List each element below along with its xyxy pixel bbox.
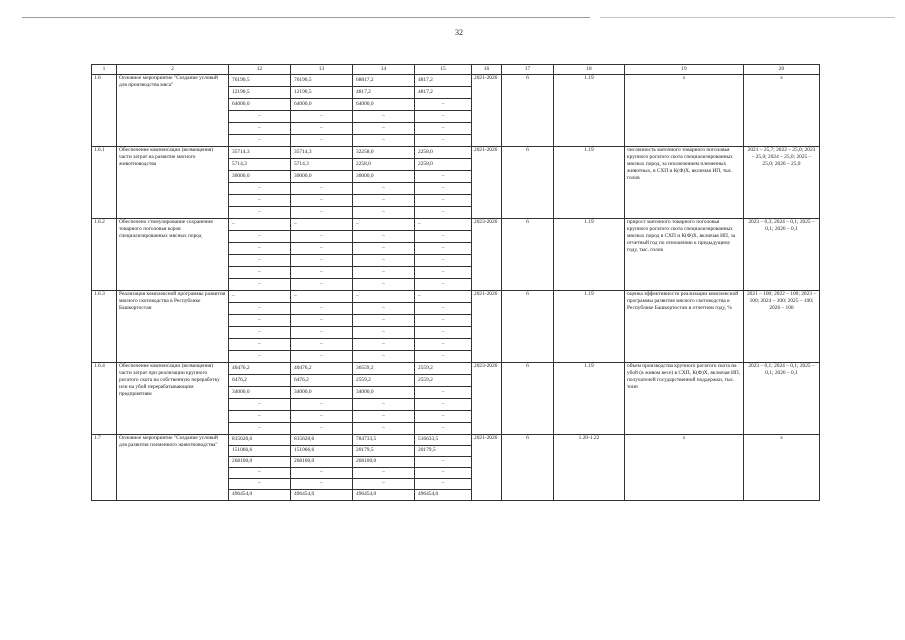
amount-cell: 36559,2 (353, 363, 415, 375)
amount-cell: – (291, 468, 353, 479)
amount-cell: 6476,2 (229, 375, 291, 387)
amount-cell: 268100,0 (353, 457, 415, 468)
amount-cell: – (415, 99, 472, 111)
indicator-cell: х (625, 435, 744, 501)
target-cell: 2021 – 100; 2022 – 100; 2023 – 100; 2024 – 100; 2025 – 100; 2026 – 100 (744, 291, 820, 363)
amount-cell: 40476,2 (291, 363, 353, 375)
row-code: 1.6.2 (92, 219, 117, 291)
amount-cell: – (415, 231, 472, 243)
row-code: 1.6.1 (92, 147, 117, 219)
amount-cell: – (415, 387, 472, 399)
amount-cell: 6476,2 (291, 375, 353, 387)
col18-cell: 1.19 (554, 219, 625, 291)
amount-cell: 30000,0 (229, 171, 291, 183)
amount-cell: – (229, 183, 291, 195)
amount-cell: – (353, 243, 415, 255)
amount-cell: – (415, 339, 472, 351)
amount-cell: – (229, 468, 291, 479)
amount-cell: – (291, 123, 353, 135)
amount-cell: – (291, 279, 353, 291)
amount-cell: – (229, 243, 291, 255)
years-cell: 2021-2026 (472, 291, 502, 363)
amount-cell: 2559,2 (415, 375, 472, 387)
years-cell: 2023-2026 (472, 363, 502, 435)
amount-cell: – (353, 231, 415, 243)
amount-cell: – (415, 267, 472, 279)
amount-cell: – (229, 479, 291, 490)
amount-cell: 34000,0 (291, 387, 353, 399)
target-cell: х (744, 75, 820, 147)
indicator-cell: численность маточного товарного поголовья крупного рогатого скота специализированных мясных пород, за исключением племенных животных, в СХП и К(Ф)Х, включая ИП, тыс. голов (625, 147, 744, 219)
amount-cell: 5714,3 (229, 159, 291, 171)
amount-cell: 815620,6 (229, 435, 291, 446)
amount-cell: – (353, 315, 415, 327)
amount-cell: – (415, 457, 472, 468)
amount-cell: – (229, 111, 291, 123)
amount-cell: 2258,0 (353, 159, 415, 171)
amount-cell: – (415, 243, 472, 255)
amount-cell: – (291, 219, 353, 231)
indicator-cell: прирост маточного товарного поголовья крупного рогатого скота специализированных мясных пород в СХП и К(Ф)Х, включая ИП, за отчетный год по отношению к предыдущему году, тыс. голов (625, 219, 744, 291)
amount-cell: 784733,5 (353, 435, 415, 446)
header-cell: 19 (625, 65, 744, 75)
header-cell: 15 (415, 65, 472, 75)
amount-cell: – (229, 303, 291, 315)
amount-cell: – (229, 351, 291, 363)
amount-cell: 2559,2 (353, 375, 415, 387)
amount-cell: – (291, 411, 353, 423)
amount-cell: – (415, 399, 472, 411)
amount-cell: – (229, 123, 291, 135)
col18-cell: 1.19 (554, 75, 625, 147)
amount-cell: – (291, 327, 353, 339)
amount-cell: 4817,2 (415, 75, 472, 87)
amount-cell: – (291, 423, 353, 435)
amount-cell: 516633,5 (415, 435, 472, 446)
amount-cell: – (353, 351, 415, 363)
table-row (92, 435, 820, 446)
row-name: Реализация комплексной программы развития мясного скотоводства в Республике Башкортостан (117, 291, 229, 363)
amount-cell: 268100,0 (291, 457, 353, 468)
row-code: 1.6 (92, 75, 117, 147)
amount-cell: – (353, 183, 415, 195)
amount-cell: – (353, 219, 415, 231)
amount-cell: – (353, 339, 415, 351)
amount-cell: 2559,2 (415, 363, 472, 375)
amount-cell: – (353, 291, 415, 303)
amount-cell: 40476,2 (229, 363, 291, 375)
amount-cell: 30000,0 (353, 171, 415, 183)
amount-cell: – (353, 111, 415, 123)
indicator-cell: х (625, 75, 744, 147)
header-cell: 13 (291, 65, 353, 75)
amount-cell: – (229, 219, 291, 231)
amount-cell: – (415, 411, 472, 423)
amount-cell: 68817,2 (353, 75, 415, 87)
amount-cell: 815620,6 (291, 435, 353, 446)
amount-cell: – (229, 339, 291, 351)
header-cell: 1 (92, 65, 117, 75)
amount-cell: – (291, 207, 353, 219)
amount-cell: – (353, 195, 415, 207)
amount-cell: – (415, 468, 472, 479)
col17-cell: 6 (502, 435, 554, 501)
amount-cell: – (291, 135, 353, 147)
amount-cell: 496454,0 (353, 490, 415, 501)
amount-cell: – (291, 255, 353, 267)
amount-cell: 4817,2 (353, 87, 415, 99)
amount-cell: 2258,0 (415, 147, 472, 159)
amount-cell: 20179,5 (353, 446, 415, 457)
header-cell: 18 (554, 65, 625, 75)
amount-cell: – (229, 291, 291, 303)
amount-cell: – (415, 135, 472, 147)
col18-cell: 1.20-1.22 (554, 435, 625, 501)
amount-cell: 64000,0 (229, 99, 291, 111)
amount-cell: – (229, 423, 291, 435)
amount-cell: 5714,3 (291, 159, 353, 171)
amount-cell: – (229, 135, 291, 147)
amount-cell: 34000,0 (229, 387, 291, 399)
top-rule-right (600, 17, 895, 18)
col18-cell: 1.19 (554, 291, 625, 363)
table-row (92, 75, 820, 87)
amount-cell: – (291, 195, 353, 207)
col17-cell: 6 (502, 147, 554, 219)
amount-cell: – (415, 327, 472, 339)
amount-cell: 20179,5 (415, 446, 472, 457)
amount-cell: 268100,0 (229, 457, 291, 468)
col17-cell: 6 (502, 219, 554, 291)
page-number: 32 (455, 28, 463, 37)
amount-cell: – (291, 243, 353, 255)
amount-cell: – (229, 267, 291, 279)
amount-cell: – (415, 171, 472, 183)
row-code: 1.6.3 (92, 291, 117, 363)
amount-cell: – (291, 183, 353, 195)
col18-cell: 1.19 (554, 147, 625, 219)
amount-cell: 12190,5 (291, 87, 353, 99)
header-cell: 20 (744, 65, 820, 75)
amount-cell: – (353, 468, 415, 479)
amount-cell: – (291, 111, 353, 123)
amount-cell: – (353, 411, 415, 423)
amount-cell: – (229, 195, 291, 207)
amount-cell: – (229, 315, 291, 327)
amount-cell: 35714,3 (291, 147, 353, 159)
amount-cell: – (229, 231, 291, 243)
amount-cell: – (415, 423, 472, 435)
years-cell: 2021-2026 (472, 147, 502, 219)
amount-cell: – (415, 303, 472, 315)
amount-cell: – (229, 327, 291, 339)
amount-cell: 12190,5 (229, 87, 291, 99)
row-name: Основное мероприятие "Создание условий для производства мяса" (117, 75, 229, 147)
indicator-cell: объем производства крупного рогатого скота на убой (в живом весе) в СХП, К(Ф)Х, включая ИП, получателей государственной поддержки, тыс. тонн (625, 363, 744, 435)
row-code: 1.7 (92, 435, 117, 501)
amount-cell: 4817,2 (415, 87, 472, 99)
years-cell: 2021-2026 (472, 435, 502, 501)
program-table (91, 64, 820, 501)
amount-cell: 151066,6 (229, 446, 291, 457)
amount-cell: 32258,0 (353, 147, 415, 159)
row-name: Обеспечено стимулирование сохранения товарного поголовья коров специализированных мясных пород (117, 219, 229, 291)
amount-cell: – (415, 183, 472, 195)
amount-cell: – (229, 255, 291, 267)
amount-cell: – (229, 207, 291, 219)
target-cell: х (744, 435, 820, 501)
amount-cell: – (291, 231, 353, 243)
amount-cell: – (415, 255, 472, 267)
col18-cell: 1.19 (554, 363, 625, 435)
indicator-cell: оценка эффективности реализации комплексной программы развития мясного скотоводства в Республике Башкортостан в отчетном году, % (625, 291, 744, 363)
amount-cell: – (229, 279, 291, 291)
amount-cell: – (353, 423, 415, 435)
col17-cell: 6 (502, 363, 554, 435)
amount-cell: 30000,0 (291, 171, 353, 183)
amount-cell: – (291, 351, 353, 363)
years-cell: 2021-2026 (472, 75, 502, 147)
row-name: Обеспечение компенсации (возмещения) части затрат на развитие мясного животноводства (117, 147, 229, 219)
amount-cell: – (229, 411, 291, 423)
table-row (92, 219, 820, 231)
row-name: Обеспечение компенсации (возмещения) части затрат при реализации крупного рогатого скота на собственную переработку или на убой перерабатывающим предприятиям (117, 363, 229, 435)
amount-cell: – (353, 135, 415, 147)
amount-cell: – (353, 267, 415, 279)
amount-cell: 2258,0 (415, 159, 472, 171)
table-row (92, 363, 820, 375)
row-name: Основное мероприятие "Создание условий для развития племенного животноводства" (117, 435, 229, 501)
row-code: 1.6.4 (92, 363, 117, 435)
amount-cell: – (415, 123, 472, 135)
amount-cell: – (415, 315, 472, 327)
amount-cell: – (353, 399, 415, 411)
amount-cell: – (415, 195, 472, 207)
top-rule (22, 17, 590, 18)
amount-cell: – (415, 291, 472, 303)
header-cell: 2 (117, 65, 229, 75)
amount-cell: 496454,0 (229, 490, 291, 501)
amount-cell: 64000,0 (291, 99, 353, 111)
amount-cell: – (353, 279, 415, 291)
years-cell: 2023-2026 (472, 219, 502, 291)
amount-cell: 151066,6 (291, 446, 353, 457)
amount-cell: – (353, 123, 415, 135)
amount-cell: – (415, 207, 472, 219)
target-cell: 2023 – 0,3; 2024 – 0,1; 2025 – 0,1; 2026 – 0,1 (744, 219, 820, 291)
amount-cell: – (291, 291, 353, 303)
amount-cell: – (291, 303, 353, 315)
amount-cell: – (291, 339, 353, 351)
amount-cell: 64000,0 (353, 99, 415, 111)
amount-cell: – (415, 351, 472, 363)
amount-cell: – (291, 399, 353, 411)
amount-cell: – (229, 399, 291, 411)
amount-cell: 496454,0 (291, 490, 353, 501)
col17-cell: 6 (502, 291, 554, 363)
header-cell: 17 (502, 65, 554, 75)
amount-cell: – (353, 479, 415, 490)
target-cell: 2023 – 0,1; 2024 – 0,1; 2025 – 0,1; 2026 – 0,1 (744, 363, 820, 435)
amount-cell: – (415, 111, 472, 123)
amount-cell: – (415, 279, 472, 291)
amount-cell: – (353, 327, 415, 339)
amount-cell: – (291, 479, 353, 490)
header-cell: 16 (472, 65, 502, 75)
table-row (92, 291, 820, 303)
col17-cell: 6 (502, 75, 554, 147)
amount-cell: – (415, 479, 472, 490)
header-row (92, 65, 820, 75)
header-cell: 12 (229, 65, 291, 75)
amount-cell: 34000,0 (353, 387, 415, 399)
amount-cell: 496454,0 (415, 490, 472, 501)
amount-cell: – (353, 207, 415, 219)
amount-cell: 35714,3 (229, 147, 291, 159)
amount-cell: – (291, 267, 353, 279)
amount-cell: – (291, 315, 353, 327)
amount-cell: – (353, 255, 415, 267)
table-row (92, 147, 820, 159)
amount-cell: – (415, 219, 472, 231)
target-cell: 2021 – 25,7; 2022 – 25,0; 2023 – 25,0; 2024 – 25,0; 2025 – 25,0; 2026 – 25,0 (744, 147, 820, 219)
header-cell: 14 (353, 65, 415, 75)
amount-cell: – (353, 303, 415, 315)
amount-cell: 76190,5 (229, 75, 291, 87)
amount-cell: 76190,5 (291, 75, 353, 87)
